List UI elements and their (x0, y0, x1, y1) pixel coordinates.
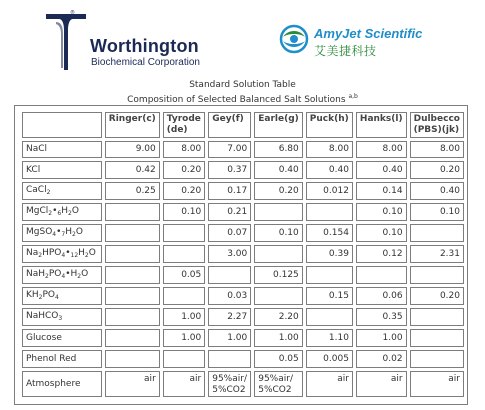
row-label: Phenol Red (22, 350, 102, 368)
column-header: Ringer(c) (105, 112, 160, 138)
table-cell: 1.00 (208, 329, 251, 347)
table-cell: 0.125 (254, 266, 303, 284)
table-cell (254, 245, 303, 263)
table-row (22, 287, 464, 305)
table-cell (306, 308, 353, 326)
table-cell: 95%air/ 5%CO2 (208, 371, 251, 397)
table-cell (163, 350, 205, 368)
table-row (22, 161, 464, 179)
table-cell: 0.37 (208, 161, 251, 179)
table-cell: 0.02 (356, 350, 407, 368)
table-cell: 0.40 (254, 161, 303, 179)
table-cell (306, 203, 353, 221)
table-cell (410, 329, 464, 347)
table-cell: 0.10 (356, 224, 407, 242)
table-cell: 0.10 (410, 203, 464, 221)
column-header: Gey(f) (208, 112, 251, 138)
table-cell: 0.40 (356, 161, 407, 179)
row-label: $NaH_2PO_4•H_2O$ (22, 266, 102, 284)
table-cell (254, 203, 303, 221)
table-row (22, 371, 464, 397)
table-cell (105, 308, 160, 326)
amyjet-chinese-name: 艾美捷科技 (314, 44, 377, 58)
table-cell: 8.00 (410, 141, 464, 158)
table-cell: 2.31 (410, 245, 464, 263)
table-cell: 0.20 (410, 161, 464, 179)
table-cell: 9.00 (105, 141, 160, 158)
table-cell (163, 224, 205, 242)
table-cell: 7.00 (208, 141, 251, 158)
table-cell (105, 224, 160, 242)
table-cell: 0.07 (208, 224, 251, 242)
table-cell: 8.00 (163, 141, 205, 158)
table-cell: 0.12 (356, 245, 407, 263)
table-cell (163, 245, 205, 263)
worthington-name: Worthington (90, 36, 199, 56)
row-label: $KH_2PO_4$ (22, 287, 102, 305)
table-cell: 0.35 (356, 308, 407, 326)
table-cell (105, 245, 160, 263)
table-cell (163, 287, 205, 305)
row-label: NaHCO$_3$ (22, 308, 102, 326)
table-row (22, 329, 464, 347)
table-cell: 2.20 (254, 308, 303, 326)
table-cell: 0.17 (208, 182, 251, 200)
table-cell: 0.20 (254, 182, 303, 200)
table-cell (356, 266, 407, 284)
table-cell: 0.20 (163, 182, 205, 200)
table-cell: 0.03 (208, 287, 251, 305)
table-cell (254, 287, 303, 305)
table-row (22, 245, 464, 263)
row-label: Glucose (22, 329, 102, 347)
table-cell: air (105, 371, 160, 397)
table-row (22, 266, 464, 284)
subtitle-text: Composition of Selected Balanced Salt Solutions (127, 95, 346, 105)
worthington-logo[interactable] (40, 10, 210, 72)
table-cell: 0.10 (254, 224, 303, 242)
table-cell: 1.00 (163, 308, 205, 326)
table-cell (306, 266, 353, 284)
subtitle-footnote: a,b (348, 93, 358, 100)
row-label: $MgSO_4•_7H_2O$ (22, 224, 102, 242)
table-cell (105, 266, 160, 284)
table-cell: 1.10 (306, 329, 353, 347)
table-row (22, 350, 464, 368)
table-cell (105, 287, 160, 305)
column-header: Tyrode (de) (163, 112, 205, 138)
table-cell: 8.00 (306, 141, 353, 158)
table-cell: air (306, 371, 353, 397)
table-cell: 0.05 (254, 350, 303, 368)
table-cell: 0.154 (306, 224, 353, 242)
table-cell: air (410, 371, 464, 397)
table-cell: 0.25 (105, 182, 160, 200)
table-cell: 3.00 (208, 245, 251, 263)
table-cell: 0.012 (306, 182, 353, 200)
amyjet-logo[interactable] (275, 22, 475, 62)
table-cell: 0.20 (410, 287, 464, 305)
table-subtitle (0, 93, 485, 105)
table-cell: 1.00 (254, 329, 303, 347)
column-header: Hanks(l) (356, 112, 407, 138)
row-label: $Na_2HPO_4•_{12}H_2O$ (22, 245, 102, 263)
table-cell (208, 350, 251, 368)
row-label: $MgCl_2•_6H_2O$ (22, 203, 102, 221)
table-cell (410, 224, 464, 242)
table-row (22, 224, 464, 242)
row-label: KCl (22, 161, 102, 179)
table-cell: 0.40 (306, 161, 353, 179)
table-cell: 0.40 (410, 182, 464, 200)
table-row (22, 308, 464, 326)
table-cell (410, 266, 464, 284)
table-row (22, 182, 464, 200)
row-label: Atmosphere (22, 371, 102, 397)
registered-mark: ® (70, 10, 75, 16)
table-cell: 8.00 (356, 141, 407, 158)
table-cell: 1.00 (356, 329, 407, 347)
column-header: Puck(h) (306, 112, 353, 138)
salt-solution-table (19, 109, 467, 400)
table-cell: air (356, 371, 407, 397)
table-cell: 0.05 (163, 266, 205, 284)
worthington-funnel-icon (46, 10, 86, 72)
row-label: CaCl$_2$ (22, 182, 102, 200)
table-cell: 0.10 (356, 203, 407, 221)
table-cell: 0.06 (356, 287, 407, 305)
table-cell: 6.80 (254, 141, 303, 158)
table-cell: 0.15 (306, 287, 353, 305)
table-cell: 1.00 (163, 329, 205, 347)
table-cell (410, 308, 464, 326)
table-frame (14, 105, 468, 405)
table-cell: 0.14 (356, 182, 407, 200)
table-cell: air (163, 371, 205, 397)
amyjet-globe-icon (279, 24, 309, 54)
column-header: Dulbecco (PBS)(jk) (410, 112, 464, 138)
table-cell (105, 350, 160, 368)
table-cell: 0.42 (105, 161, 160, 179)
table-cell: 95%air/ 5%CO2 (254, 371, 303, 397)
table-cell: 0.005 (306, 350, 353, 368)
worthington-subtitle: Biochemical Corporation (91, 57, 200, 68)
table-header-row (22, 112, 464, 138)
table-row (22, 203, 464, 221)
table-cell (208, 266, 251, 284)
table-cell (410, 350, 464, 368)
header (0, 0, 485, 80)
column-header: Earle(g) (254, 112, 303, 138)
table-cell: 2.27 (208, 308, 251, 326)
table-cell: 0.10 (163, 203, 205, 221)
row-label: NaCl (22, 141, 102, 158)
table-cell: 0.39 (306, 245, 353, 263)
corner-cell (22, 112, 102, 138)
amyjet-name: AmyJet Scientific (314, 26, 423, 41)
table-title: Standard Solution Table (189, 80, 296, 90)
table-cell (105, 329, 160, 347)
table-cell: 0.21 (208, 203, 251, 221)
table-row (22, 141, 464, 158)
table-cell: 0.20 (163, 161, 205, 179)
table-cell (105, 203, 160, 221)
